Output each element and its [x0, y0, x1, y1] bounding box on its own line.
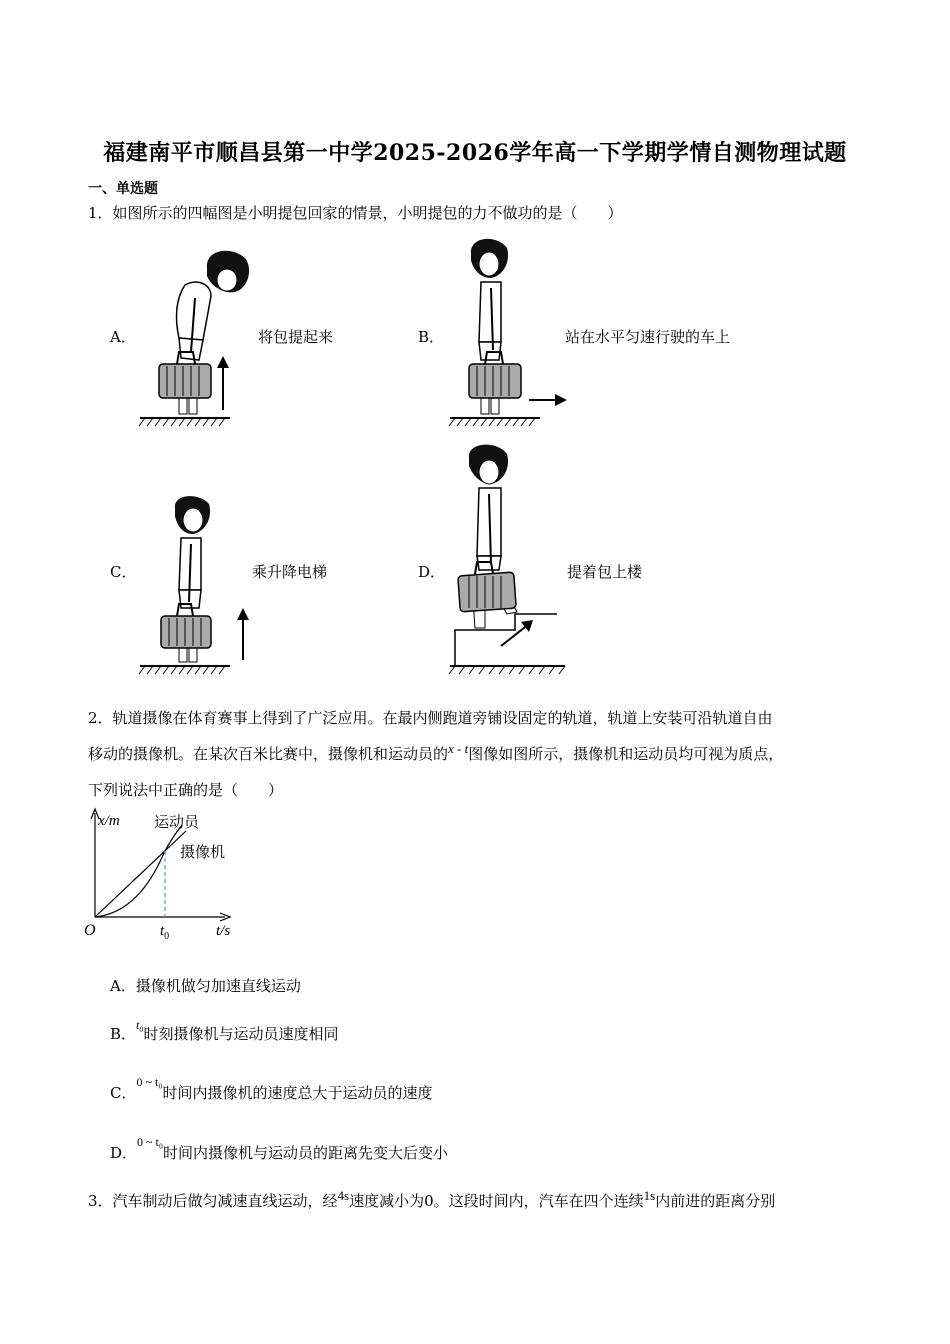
- athlete-line: [95, 831, 186, 917]
- q2-option-b-math: t₀: [136, 1018, 144, 1032]
- xt-graph: [80, 805, 260, 945]
- q1-option-a-caption: 将包提起来: [258, 328, 334, 346]
- question-1-stem: 1．如图所示的四幅图是小明提包回家的情景，小明提包的力不做功的是（ ）: [88, 204, 623, 222]
- q1-figure-c: [135, 490, 265, 680]
- q2-option-a-text: 摄像机做匀加速直线运动: [135, 977, 301, 995]
- t0-label: $t_0$: [160, 923, 170, 942]
- question-2-line-2-start: 移动的摄像机。在某次百米比赛中，摄像机和运动员的: [88, 745, 449, 763]
- question-2-line-2-end: 图像如图所示，摄像机和运动员均可视为质点，: [468, 745, 784, 763]
- q1-option-d-caption: 提着包上楼: [567, 563, 643, 581]
- q1-figure-a: [135, 240, 265, 430]
- question-2-line-2: [88, 743, 783, 766]
- question-3-stem: [88, 1190, 775, 1213]
- q2-option-b-text: 时刻摄像机与运动员速度相同: [143, 1025, 339, 1043]
- series-label-athlete: 运动员: [154, 815, 200, 831]
- q1-option-d-letter: D．: [418, 563, 446, 581]
- q2-option-c-text: 时间内摄像机的速度总大于运动员的速度: [162, 1084, 433, 1102]
- q2-option-d-math: 0 ~ t₀: [137, 1135, 164, 1149]
- q2-option-d-text: 时间内摄像机与运动员的距离先变大后变小: [163, 1144, 449, 1162]
- q1-option-b-letter: B．: [418, 328, 445, 346]
- q2-option-b: [110, 1018, 339, 1046]
- question-2-line-3: 下列说法中正确的是（ ）: [88, 781, 284, 799]
- question-3-mid: 速度减小为0。这段时间内，汽车在四个连续: [349, 1192, 644, 1210]
- question-3-start: 3．汽车制动后做匀减速直线运动，经: [88, 1192, 338, 1210]
- q1-figure-d: [445, 440, 575, 680]
- camera-curve: [95, 825, 182, 917]
- x-axis-label: t/s: [216, 923, 231, 939]
- xt-symbol: x - t: [448, 741, 469, 756]
- q2-option-d: [110, 1135, 449, 1165]
- series-label-camera: 摄像机: [180, 845, 226, 861]
- origin-label: O: [84, 922, 96, 939]
- q2-option-d-letter: D．: [110, 1144, 138, 1162]
- q1-option-c-caption: 乘升降电梯: [252, 563, 328, 581]
- q2-option-a-letter: A．: [110, 977, 136, 995]
- q3-math-4s: 4s: [337, 1188, 350, 1203]
- q2-option-c: [110, 1075, 433, 1105]
- page-title: 福建南平市顺昌县第一中学2025-2026学年高一下学期学情自测物理试题: [103, 140, 847, 166]
- q3-math-1s: 1s: [643, 1188, 656, 1203]
- q2-option-c-letter: C．: [110, 1084, 137, 1102]
- y-axis-label: x/m: [98, 813, 120, 829]
- q1-option-b-caption: 站在水平匀速行驶的车上: [565, 328, 731, 346]
- q2-option-b-letter: B．: [110, 1025, 137, 1043]
- q1-option-a-letter: A．: [110, 328, 136, 346]
- q1-figure-b: [445, 232, 575, 428]
- section-heading: 一、单选题: [88, 181, 158, 197]
- q2-option-a: [110, 975, 301, 997]
- question-3-end: 内前进的距离分别: [655, 1192, 776, 1210]
- q2-option-c-math: 0 ~ t₀: [136, 1075, 163, 1089]
- q1-option-c-letter: C．: [110, 563, 137, 581]
- question-2-line-1: 2．轨道摄像在体育赛事上得到了广泛应用。在最内侧跑道旁铺设固定的轨道，轨道上安装可沿轨道自由: [88, 709, 773, 727]
